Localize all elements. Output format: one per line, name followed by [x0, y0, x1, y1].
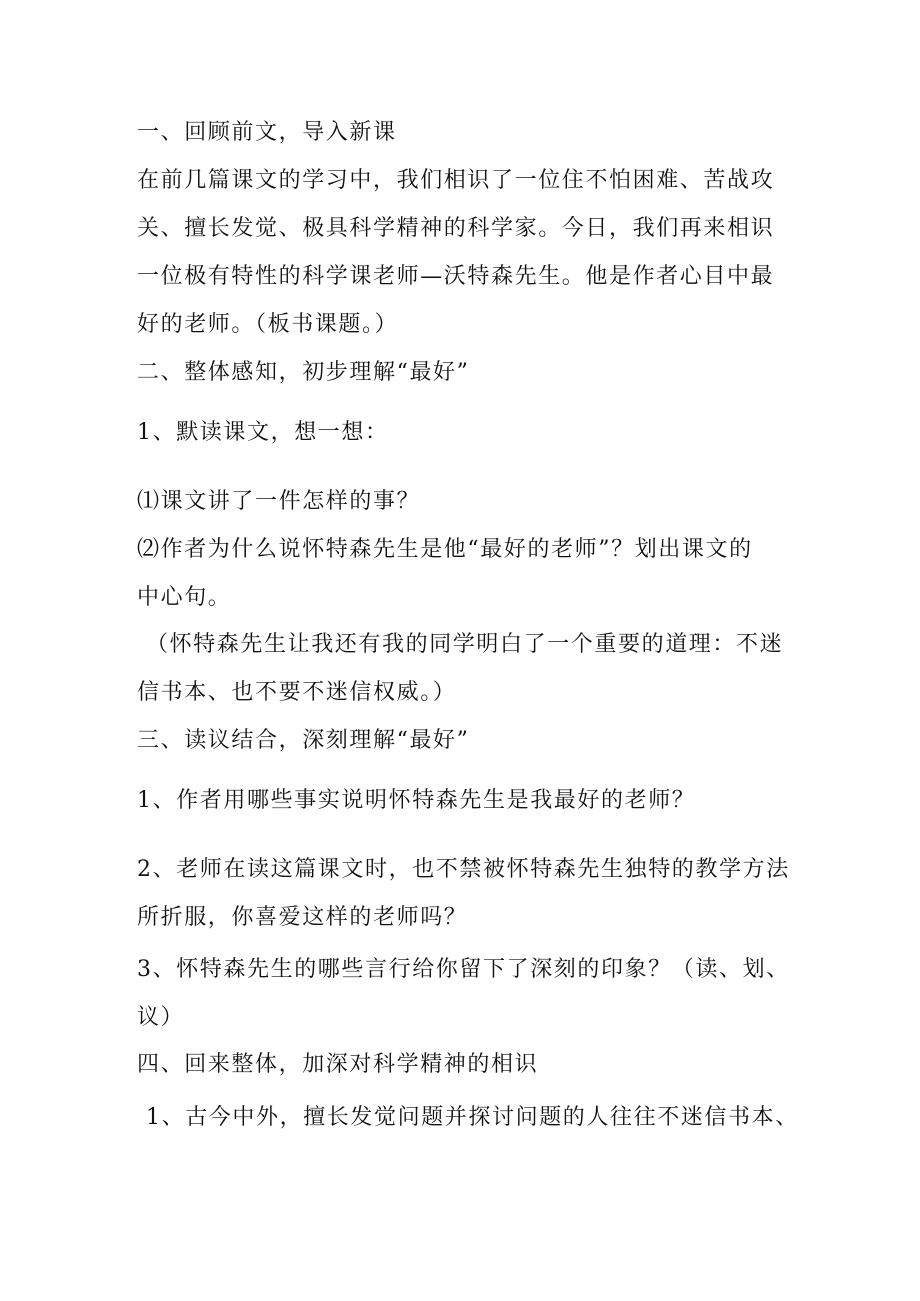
paragraph-line: 在前几篇课文的学习中，我们相识了一位住不怕困难、苦战攻: [137, 168, 775, 193]
section-heading-2: 二、整体感知，初步理解“最好”: [137, 360, 470, 385]
list-item: 2、老师在读这篇课文时，也不禁被怀特森先生独特的教学方法: [137, 857, 790, 882]
paragraph-line: 一位极有特性的科学课老师—沃特森先生。他是作者心目中最: [137, 264, 775, 289]
question-item: ⑴课文讲了一件怎样的事？: [137, 489, 421, 514]
list-item: 1、古今中外，擅长发觉问题并探讨问题的人往往不迷信书本、: [146, 1105, 799, 1130]
list-item: 1、作者用哪些事实说明怀特森先生是我最好的老师？: [137, 788, 696, 813]
question-item: ⑵作者为什么说怀特森先生是他“最好的老师”？划出课文的: [137, 537, 753, 562]
list-item-continuation: 所折服，你喜爱这样的老师吗？: [137, 905, 468, 930]
paragraph-line: 关、擅长发觉、极具科学精神的科学家。今日，我们再来相识: [137, 216, 775, 241]
list-item-continuation: 议）: [137, 1005, 185, 1030]
list-item: 3、怀特森先生的哪些言行给你留下了深刻的印象？（读、划、: [137, 957, 790, 982]
question-item-continuation: 中心句。: [137, 585, 232, 610]
paragraph-line: 好的老师。（板书课题。）: [137, 312, 399, 337]
section-heading-1: 一、回顾前文，导入新课: [137, 120, 397, 145]
section-heading-4: 四、回来整体，加深对科学精神的相识: [137, 1052, 539, 1077]
list-item: 1、默读课文，想一想：: [137, 420, 389, 445]
answer-note: （怀特森先生让我还有我的同学明白了一个重要的道理：不迷: [146, 632, 784, 657]
answer-note-continuation: 信书本、也不要不迷信权威。）: [137, 680, 457, 705]
section-heading-3: 三、读议结合，深刻理解“最好”: [137, 728, 470, 753]
